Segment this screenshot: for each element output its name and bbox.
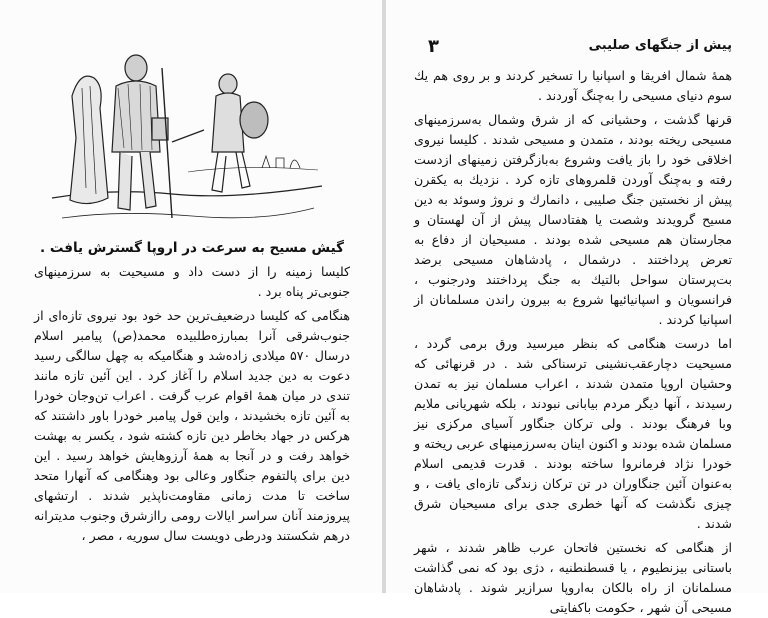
right-page-body (414, 66, 732, 618)
page-number: ۳ (428, 36, 439, 57)
paragraph: همهٔ شمال افریقا و اسپانیا را تسخیر کردند و بر روی هم یك سوم دنیای مسیحی را به‌چنگ آوردند . (414, 68, 732, 103)
right-page (386, 0, 768, 615)
paragraph: اما درست هنگامی که بنظر میرسید ورق برمی گردد ، مسیحیت دچارعقب‌نشینی ترسناکی شد . در قرنهائی که وحشیان اروپا متمدن شدند ، اعراب مسلمان نیز به تمدن رسیدند ، آنها دیگر مردم بیابانی نبودند ، بلکه شهریانی ملایم وبا فرهنگ بودند . ولی ترکان جنگاور آسیای مرکزی نیز مسلمان شده بودند و اکنون اینان به‌سرزمینهای عربی ریخته و خودرا نژاد فرمانروا ساخته بودند . قدرت قدیمی اسلام به‌عنوان آئین جنگاوران در تن ترکان زندگی تازه‌ای یافت ، و چیزی نگذشت که آنها خطری جدی برای مسیحیان شرق شدند . (414, 336, 732, 531)
paragraph: قرنها گذشت ، وحشیانی که از شرق وشمال به‌سرزمینهای مسیحی ریخته بودند ، متمدن و مسیحی شدند . کلیسا نیروی اخلاقی خود را باز یافت وشروع به‌بازگرفتن زمینهای ازدست رفته و به‌چنگ آوردن قلمروهای تازه کرد . نزدیك به یکقرن پیش از نخستین جنگ صلیبی ، دانمارك و نروژ وسوئد به دین مسیح گرویدند وشصت یا هفتادسال پیش از آن لهستان و مجارستان هم مسیحی شده بودند . مسیحیان از دفاع به تعرض پرداختند . درشمال ، پادشاهان مسیحی برضد بت‌پرستان سواحل بالتیك به جنگ پرداختند ودرجنوب ، فرانسویان و اسپانیائیها شروع به بیرون راندن مسلمانان از اسپانیا کردند . (414, 112, 732, 327)
paragraph: کلیسا زمینه را از دست داد و مسیحیت به سرزمینهای جنوبی‌تر پناه برد . (34, 264, 350, 299)
crusaders-illustration (52, 48, 322, 234)
illustration-caption: گیش مسیح به سرعت در اروپا گسترش یافت . (40, 240, 344, 256)
paragraph: از هنگامی که نخستین فاتحان عرب ظاهر شدند ، شهر باستانی بیزنطیوم ، یا قسطنطنیه ، دژی بود که نمی گذاشت مسلمانان از راه بالکان به‌اروپا سرازیر شوند . پادشاهان مسیحی آن شهر ، حکومت باکفایتی (414, 540, 732, 615)
left-page (0, 0, 382, 593)
paragraph: هنگامی که کلیسا درضعیف‌ترین حد خود بود نیروی تازه‌ای از جنوب‌شرقی آنرا بمبارزه‌طلبیده محمد(ص) پیامبر اسلام درسال ۵۷۰ میلادی زاده‌شد و هنگامیکه به چهل سالگی رسید دعوت به دین جدید اسلام را آغاز کرد . این آئین تازه مانند تندی در میان همهٔ اقوام عرب گرفت . اعراب تن‌وجان خودرا به آئین تازه بخشیدند ، واین قول پیامبر خودرا باور داشتند که هرکس در جهاد بخاطر دین تازه کشته شود ، یکسر به بهشت خواهد رفت و در آنجا به همهٔ آرزوهایش خواهد رسید . این دین برای پالتفوم جنگاور وعالی بود وهنگامی که آنهارا متحد ساخت تا مدت زمانی مقاومت‌ناپذیر شدند . ارتشهای پیروزمند آنان سراسر ایالات رومی راازشرق وجنوب مدیترانه درهم شکستند ودرطی دویست سال سوریه ، مصر ، (34, 308, 350, 543)
page-header (386, 36, 768, 60)
left-page-body (34, 262, 350, 546)
running-head: پیش از جنگهای صلیبی (588, 38, 732, 53)
